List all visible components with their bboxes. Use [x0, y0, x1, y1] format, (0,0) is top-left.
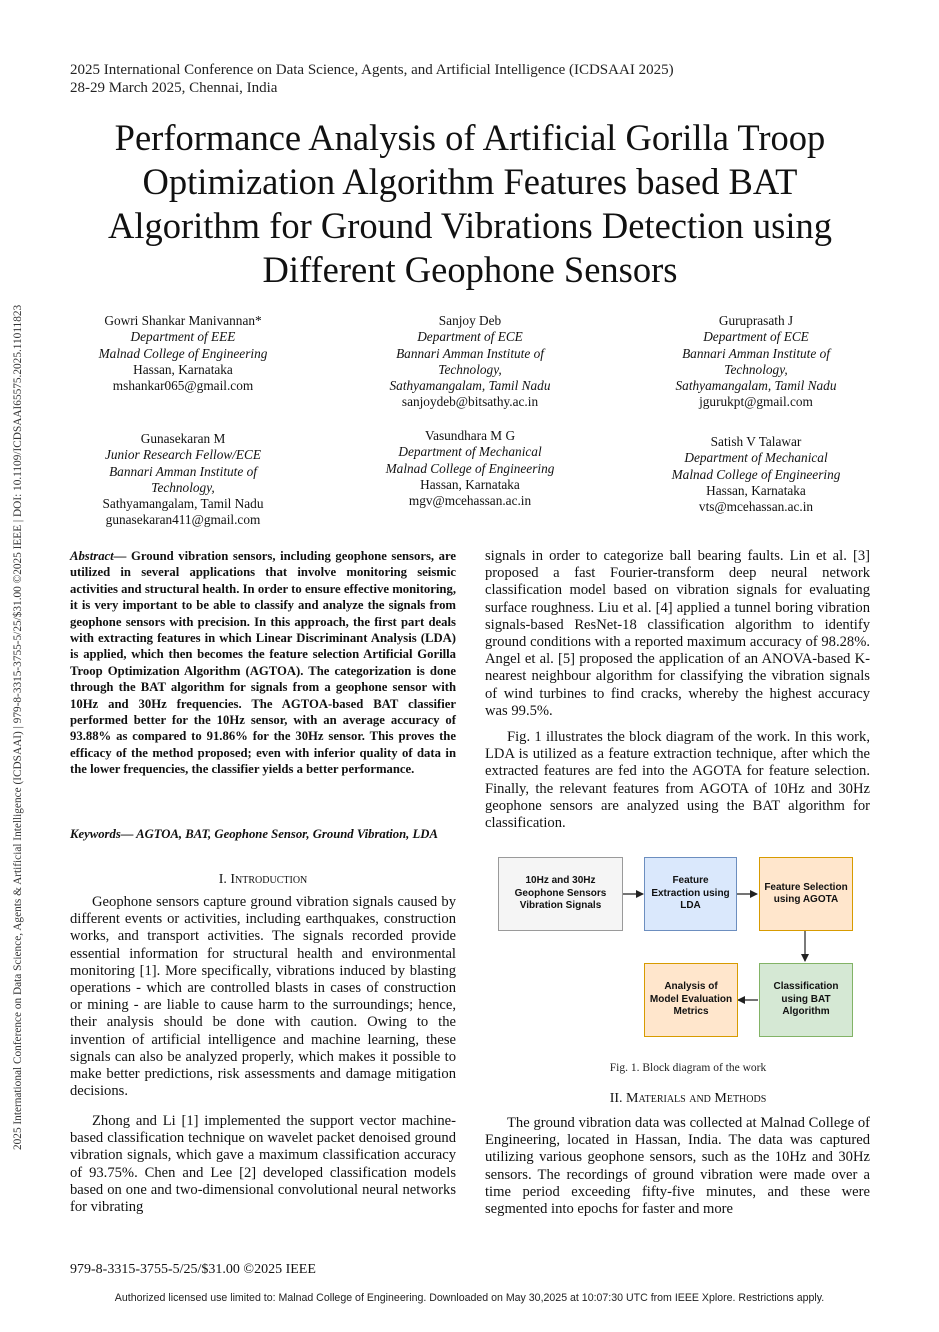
author-block	[63, 431, 303, 529]
author-dept: Department of Mechanical	[684, 450, 828, 466]
author-email: vts@mcehassan.ac.in	[698, 499, 814, 515]
author-block	[63, 313, 303, 394]
intro-paragraph-2: Zhong and Li [1] implemented the support vector machine-based classification technique on wavelet packet denoised ground vibration signals, which gave a maximum classification accuracy of 93.75%. Chen and Lee [2] developed classification models based on one and two-dimensional convolutional neural networks for vibrating	[70, 1113, 456, 1216]
author-email: mshankar065@gmail.com	[112, 378, 254, 394]
block-diagram	[493, 850, 863, 1046]
box-feature-selection: Feature Selection using AGOTA	[759, 857, 853, 931]
author-location: Hassan, Karnataka	[706, 482, 806, 498]
keywords: Keywords— AGTOA, BAT, Geophone Sensor, Ground Vibration, LDA	[70, 827, 438, 841]
paper-title	[60, 116, 880, 292]
section-heading-introduction	[70, 872, 456, 888]
author-email: mgv@mcehassan.ac.in	[408, 493, 532, 509]
title-line: Performance Analysis of Artificial Gorilla Troop	[114, 117, 826, 158]
title-line: Algorithm for Ground Vibrations Detection using	[108, 205, 832, 246]
author-block	[636, 313, 876, 411]
author-dept: Department of Mechanical	[398, 444, 542, 460]
author-location: Hassan, Karnataka	[133, 361, 233, 377]
author-email: jgurukpt@gmail.com	[699, 394, 813, 410]
author-block	[350, 428, 590, 509]
methods-paragraph-1: The ground vibration data was collected at Malnad College of Engineering, located in Hassan, India. The data was captured utilizing various geophone sensors, such as the 10Hz and 30Hz sensors. The recordings of ground vibration were made over a time period exceeding fifty-five minutes, and these were segmented into epochs for faster and more	[485, 1115, 870, 1218]
author-inst: Bannari Amman Institute of Technology,	[396, 345, 544, 377]
conference-name: 2025 International Conference on Data Science, Agents, and Artificial Intelligence (ICDSAAI 2025)	[70, 62, 674, 78]
author-inst: Bannari Amman Institute of Technology,	[682, 345, 830, 377]
author-dept: Junior Research Fellow/ECE	[104, 447, 262, 463]
author-email: sanjoydeb@bitsathy.ac.in	[401, 394, 539, 410]
box-classification: Classification using BAT Algorithm	[759, 963, 853, 1037]
section-title: Materials and Methods	[626, 1091, 767, 1106]
doi-sidebar: 2025 International Conference on Data Science, Agents & Artificial Intelligence (ICDSAAI) | 979-8-3315-3755-5/25/$31.00 ©2025 IEEE | DOI: 10.1109/ICDSAAI65575.2025.11011823	[12, 304, 24, 1150]
author-inst: Malnad College of Engineering	[98, 345, 268, 361]
conference-header	[70, 61, 674, 97]
author-block	[350, 313, 590, 411]
author-dept: Department of EEE	[130, 329, 236, 345]
author-inst: Malnad College of Engineering	[385, 460, 555, 476]
author-location: Sathyamangalam, Tamil Nadu	[675, 378, 837, 394]
section-heading-methods	[485, 1091, 891, 1107]
author-dept: Department of ECE	[417, 329, 523, 345]
abstract-lead: Abstract—	[70, 549, 127, 563]
author-inst: Malnad College of Engineering	[671, 466, 841, 482]
abstract-text: Ground vibration sensors, including geophone sensors, are utilized in several applications that involve monitoring seismic activities and structural health. In order to ensure effective monitoring, it is very important to be able to classify and analyze the signals from geophone sensors with precision. In this approach, the first part deals with extracting features in which Linear Discriminant Analysis (LDA) is applied, which then becomes the feature selection Artificial Gorilla Troop Optimization Algorithm (AGTOA). The categorization is done through the BAT algorithm for signals from a geophone sensor with 10Hz and 30Hz frequencies. The AGTOA-based BAT classifier performed better for the 10Hz sensor, with an average accuracy of 93.88% as compared to 91.86% for the 30Hz sensor. This proves the efficacy of the method proposed; even with inferior quality of data in the lower frequencies, the classifier yields a better performance.	[70, 549, 456, 777]
section-number: I.	[218, 872, 227, 887]
title-line: Different Geophone Sensors	[262, 249, 678, 290]
author-name: Gowri Shankar Manivannan*	[104, 313, 262, 328]
isbn-footer: 979-8-3315-3755-5/25/$31.00 ©2025 IEEE	[70, 1262, 316, 1277]
author-block	[636, 434, 876, 515]
abstract	[70, 548, 456, 778]
author-name: Guruprasath J	[718, 313, 794, 328]
section-number: II.	[609, 1091, 623, 1106]
author-email: gunasekaran411@gmail.com	[105, 512, 261, 528]
author-name: Sanjoy Deb	[438, 313, 502, 328]
license-notice: Authorized licensed use limited to: Malnad College of Engineering. Downloaded on May 30,2025 at 10:07:30 UTC from IEEE Xplore. Restrictions apply.	[114, 1292, 825, 1304]
box-feature-extraction: Feature Extraction using LDA	[644, 857, 737, 931]
box-input-signals: 10Hz and 30Hz Geophone Sensors Vibration Signals	[498, 857, 623, 931]
box-analysis: Analysis of Model Evaluation Metrics	[644, 963, 738, 1037]
section-title: Introduction	[230, 872, 308, 887]
author-location: Sathyamangalam, Tamil Nadu	[389, 378, 551, 394]
intro-paragraph-1: Geophone sensors capture ground vibration signals caused by different events or activities, including earthquakes, construction works, and transport activities. The signals recorded provide essential information for structural health and environmental monitoring [1]. More specifically, vibrations induced by blasting operations - which are controlled blasts in cases of construction or mining - are liable to cause harm to the surroundings; hence, their analysis should be done with caution. Owing to the invention of artificial intelligence and machine learning, these signals can also be analyzed properly, which makes it possible to make better predictions, risk assessments and damage mitigation decisions.	[70, 894, 456, 1100]
author-location: Sathyamangalam, Tamil Nadu	[102, 496, 264, 512]
conference-dates: 28-29 March 2025, Chennai, India	[70, 80, 278, 96]
figure-caption: Fig. 1. Block diagram of the work	[609, 1062, 767, 1074]
author-name: Gunasekaran M	[140, 431, 226, 446]
right-paragraph-1: signals in order to categorize ball bearing faults. Lin et al. [3] proposed a fast Fourier-transform deep neural network classification model based on vibration signals for evaluating surface roughness. Liu et al. [4] applied a tunnel boring vibration signals-based ResNet-18 classification algorithm to identify ground conditions with a reported maximum accuracy of 98.28%. Angel et al. [5] proposed the application of an ANOVA-based K-nearest neighbour algorithm for classifying the vibration signals of wind turbines to find cracks, whereby the highest accuracy was 99.5%.	[485, 548, 870, 719]
author-dept: Department of ECE	[703, 329, 809, 345]
author-name: Satish V Talawar	[710, 434, 802, 449]
right-paragraph-2: Fig. 1 illustrates the block diagram of the work. In this work, LDA is utilized as a feature extraction technique, after which the extracted features are fed into the AGOTA for feature selection. Finally, the relevant features from AGOTA of 10Hz and 30Hz geophone sensors are analyzed using the BAT algorithm for classification.	[485, 729, 870, 832]
author-location: Hassan, Karnataka	[420, 476, 520, 492]
title-line: Optimization Algorithm Features based BAT	[142, 161, 798, 202]
author-inst: Bannari Amman Institute of Technology,	[109, 463, 257, 495]
author-name: Vasundhara M G	[424, 428, 516, 443]
